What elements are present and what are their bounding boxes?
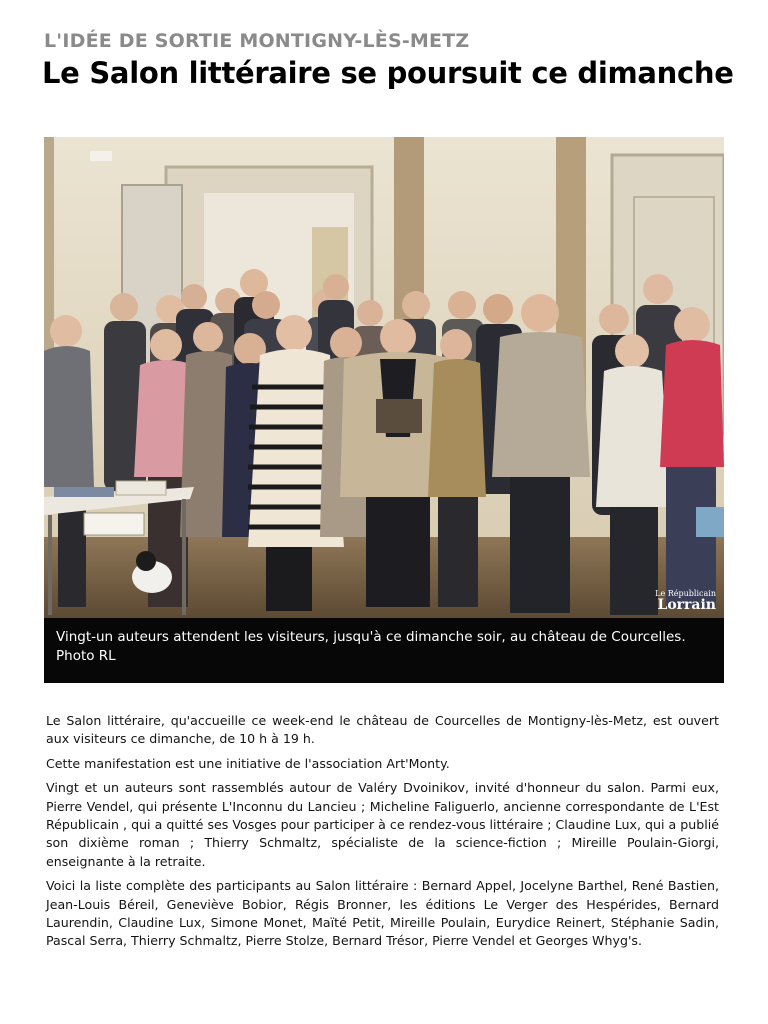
paragraph: Voici la liste complète des participants au Salon littéraire : Bernard Appel, Jocelyne Barthel, René Bastien, Jean-Louis Béreil, Geneviève Bobior, Régis Bronner, les éditions Le Verger des Hespérides, Bernard Laurendin, Claudine Lux, Simone Monet, Maïté Petit, Mireille Poulain, Eurydice Reinert, Stéphanie Sadin, Pascal Serra, Thierry Schmaltz, Pierre Stolze, Bernard Trésor, Pierre Vendel et Georges Whyg's. bbox=[46, 878, 719, 949]
article-body bbox=[46, 712, 719, 957]
paragraph: Le Salon littéraire, qu'accueille ce week-end le château de Courcelles de Montigny-lès-Metz, est ouvert aux visiteurs ce dimanche, de 10 h à 19 h. bbox=[46, 713, 719, 747]
newspaper-watermark bbox=[655, 590, 716, 612]
article-headline: Le Salon littéraire se poursuit ce dimanche bbox=[42, 56, 734, 90]
group-photo-illustration bbox=[44, 137, 724, 618]
watermark-small: Le Républicain bbox=[655, 589, 716, 598]
paragraph: Cette manifestation est une initiative de l'association Art'Monty. bbox=[46, 755, 450, 771]
paragraph: Vingt et un auteurs sont rassemblés autour de Valéry Dvoinikov, invité d'honneur du salon. Parmi eux, Pierre Vendel, qui présente L'Inconnu du Lancieu ; Micheline Faliguerlo, ancienne correspondante de L'Est Républicain , qui a quitté ses Vosges pour participer à ce rendez-vous littéraire ; Claudine Lux, qui a publié son dixième roman ; Thierry Schmaltz, spécialiste de la science-fiction ; Mireille Poulain-Giorgi, enseignante à la retraite. bbox=[46, 780, 719, 869]
photo-caption: Vingt-un auteurs attendent les visiteurs, jusqu'à ce dimanche soir, au château de Courcelles. Photo RL bbox=[44, 618, 724, 683]
watermark-big: Lorrain bbox=[657, 597, 716, 613]
article-figure bbox=[44, 137, 724, 683]
article-kicker: L'IDÉE DE SORTIE MONTIGNY-LÈS-METZ bbox=[44, 30, 470, 52]
group-photo bbox=[44, 137, 724, 618]
